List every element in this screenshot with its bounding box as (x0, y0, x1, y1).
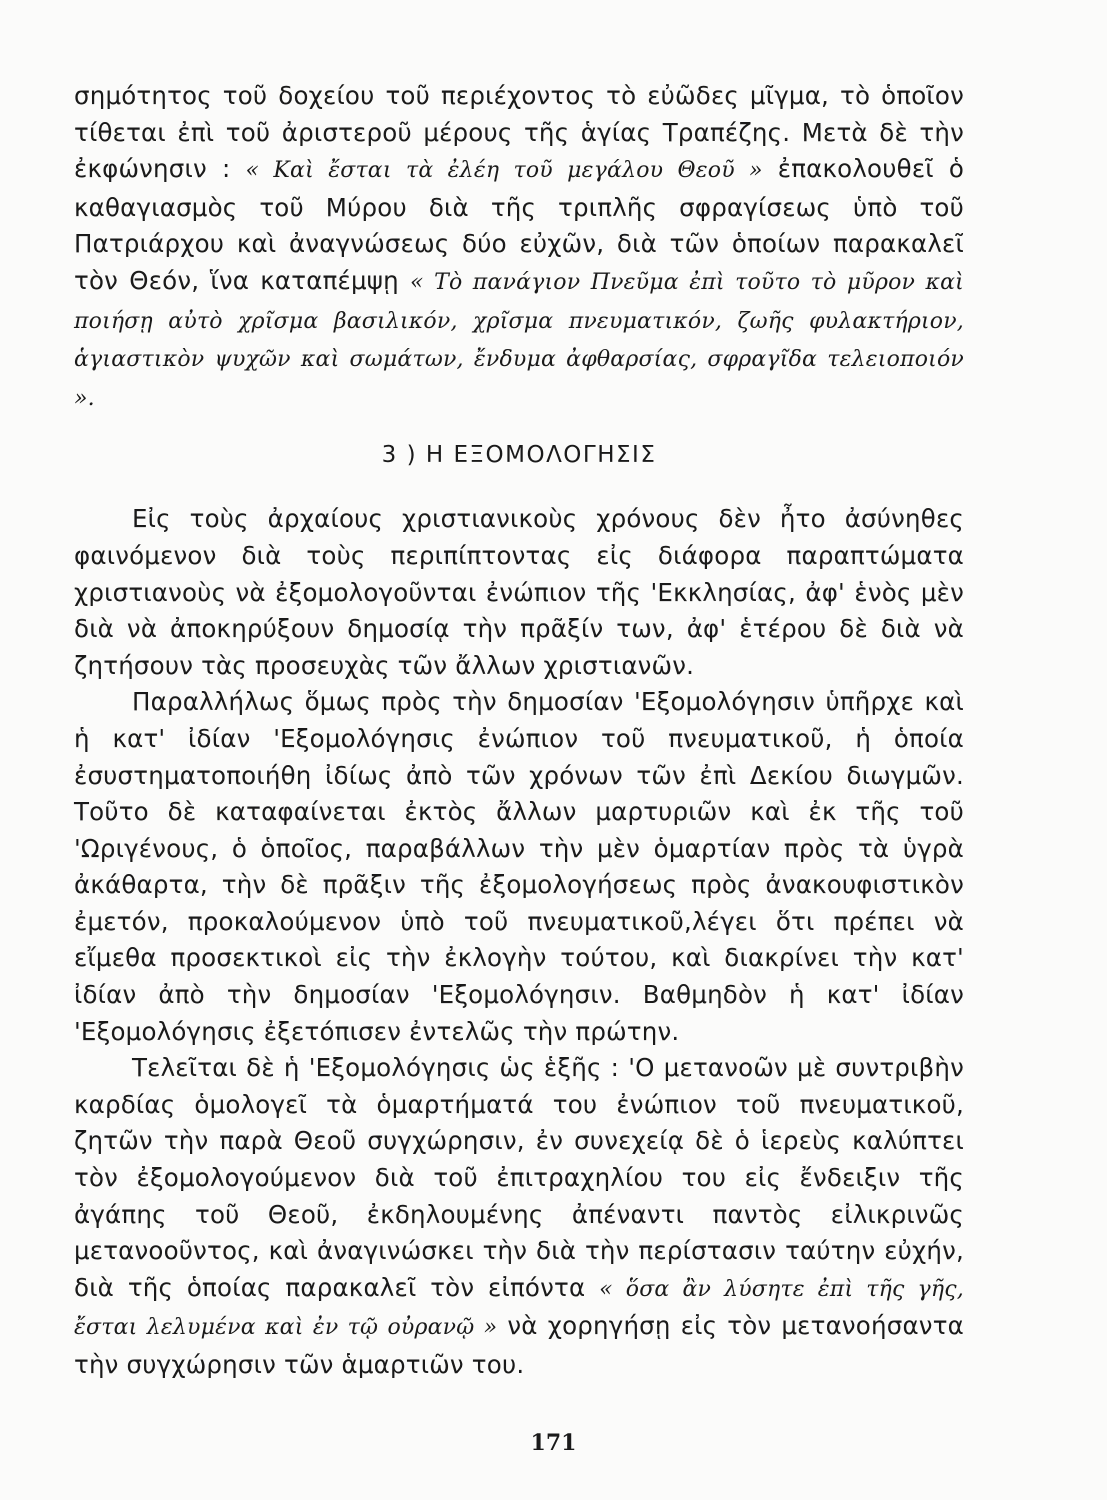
italic-quote: « Καὶ ἔσται τὰ ἐλέη τοῦ μεγάλου Θεοῦ » (245, 158, 763, 184)
paragraph-text: νὰ χορηγήσῃ εἰς τὸν μετανοήσαντα τὴν συγχώρησιν τῶν ἁμαρτιῶν του. (74, 1311, 964, 1379)
paragraph-text: σημότητος τοῦ δοχείου τοῦ περιέχοντος τὸ εὐῶδες μῖγμα, τὸ ὁποῖον τίθεται ἐπὶ τοῦ ἀριστεροῦ μέρους τῆς ἁγίας Τραπέζης. Μετὰ δὲ τὴν ἐκφώνησιν : (74, 81, 964, 184)
paragraph: Εἰς τοὺς ἀρχαίους χριστιανικοὺς χρόνους δὲν ἦτο ἀσύνηθες φαινόμενον διὰ τοὺς περιπίπτοντας εἰς διάφορα παραπτώματα χριστιανοὺς νὰ ἐξομολογοῦνται ἐνώπιον τῆς 'Εκκλησίας, ἀφ' ἑνὸς μὲν διὰ νὰ ἀποκηρύξουν δημοσίᾳ τὴν πρᾶξίν των, ἀφ' ἑτέρου δὲ διὰ νὰ ζητήσουν τὰς προσευχὰς τῶν ἄλλων χριστιανῶν. (74, 504, 964, 680)
page-body (74, 78, 964, 1384)
paragraph-continuation (74, 78, 964, 417)
section-heading: 3 ) Η ΕΞΟΜΟΛΟΓΗΣΙΣ (381, 442, 657, 469)
paragraph: Παραλλήλως ὅμως πρὸς τὴν δημοσίαν 'Εξομολόγησιν ὑπῆρχε καὶ ἡ κατ' ἰδίαν 'Εξομολόγησις ἐνώπιον τοῦ πνευματικοῦ, ἡ ὁποία ἐσυστηματοποιήθη ἰδίως ἀπὸ τῶν χρόνων τῶν ἐπὶ Δεκίου διωγμῶν. Τοῦτο δὲ καταφαίνεται ἐκτὸς ἄλλων μαρτυριῶν καὶ ἐκ τῆς τοῦ 'Ωριγένους, ὁ ὁποῖος, παραβάλλων τὴν μὲν ὁμαρτίαν πρὸς τὰ ὑγρὰ ἀκάθαρτα, τὴν δὲ πρᾶξιν τῆς ἐξομολογήσεως πρὸς ἀνακουφιστικὸν ἐμετόν, προκαλούμενον ὑπὸ τοῦ πνευματικοῦ,λέγει ὅτι πρέπει νὰ εἴμεθα προσεκτικοὶ εἰς τὴν ἐκλογὴν τούτου, καὶ διακρίνει τὴν κατ' ἰδίαν ἀπὸ τὴν δημοσίαν 'Εξομολόγησιν. Βαθμηδὸν ἡ κατ' ἰδίαν 'Εξομολόγησις ἐξετόπισεν ἐντελῶς τὴν πρώτην. (74, 687, 964, 1046)
page-number: 171 (530, 1430, 577, 1456)
paragraph (74, 1050, 964, 1383)
italic-quote: « Τὸ πανάγιον Πνεῦμα ἐπὶ τοῦτο τὸ μῦρον καὶ ποιήσῃ αὐτὸ χρῖσμα βασιλικόν, χρῖσμα πνευματικόν, ζωῆς φυλακτήριον, ἁγιαστικὸν ψυχῶν καὶ σωμάτων, ἔνδυμα ἀφθαρσίας, σφραγῖδα τελειοποιόν ». (74, 269, 964, 411)
paragraph-text: ἐπακολουθεῖ ὁ καθαγιασμὸς τοῦ Μύρου διὰ τῆς τριπλῆς σφραγίσεως ὑπὸ τοῦ Πατριάρχου καὶ ἀναγνώσεως δύο εὐχῶν, διὰ τῶν ὁποίων παρακαλεῖ τὸν Θεόν, ἵνα καταπέμψῃ (74, 154, 965, 295)
paragraph-text: Τελεῖται δὲ ἡ 'Εξομολόγησις ὡς ἑξῆς : 'Ο μετανοῶν μὲ συντριβὴν καρδίας ὁμολογεῖ τὰ ὁμαρτήματά του ἐνώπιον τοῦ πνευματικοῦ, ζητῶν τὴν παρὰ Θεοῦ συγχώρησιν, ἐν συνεχείᾳ δὲ ὁ ἱερεὺς καλύπτει τὸν ἐξομολογούμενον διὰ τοῦ ἐπιτραχηλίου του εἰς ἔνδειξιν τῆς ἀγάπης τοῦ Θεοῦ, ἐκδηλουμένης ἀπέναντι παντὸς εἰλικρινῶς μετανοοῦντος, καὶ ἀναγινώσκει τὴν διὰ τὴν περίστασιν ταύτην εὐχήν, διὰ τῆς ὁποίας παρακαλεῖ τὸν εἰπόντα (74, 1053, 964, 1302)
italic-quote: « ὅσα ἂν λύσητε ἐπὶ τῆς γῆς, ἔσται λελυμένα καὶ ἐν τῷ οὐρανῷ » (74, 1276, 964, 1341)
